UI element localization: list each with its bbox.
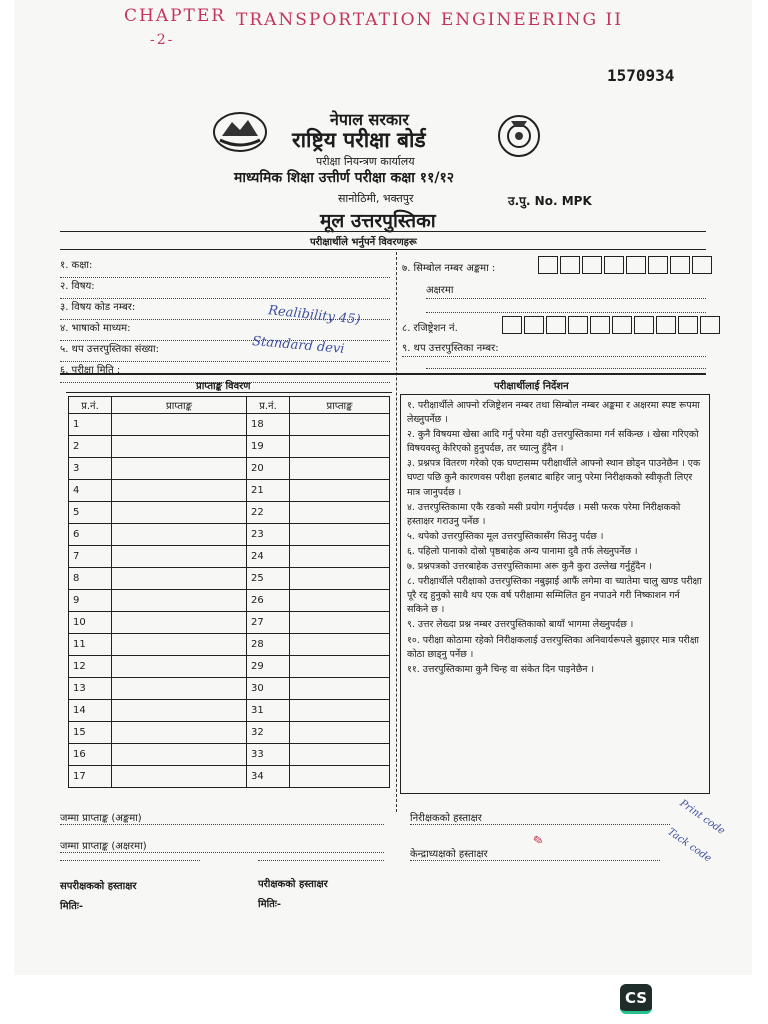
marks-cell[interactable] <box>112 612 247 634</box>
marks-cell[interactable] <box>290 546 390 568</box>
instruction-item: ८. परीक्षार्थीले परीक्षाको उत्तरपुस्तिका नबुझाई आफैं लगेमा वा च्यातेमा चालु खण्ड परीक्षा पूरै रद्द हुनुको साथै थप एक वर्ष परीक्षामा सम्मिलित हुन नपाउने गरी निष्काशन गर्न सकिने छ । <box>407 576 702 616</box>
handwritten-signature-mark: ✎ <box>529 832 546 851</box>
extra-book-number-field-extra[interactable] <box>426 360 706 369</box>
handwritten-chapter: CHAPTER <box>124 6 227 26</box>
marks-cell[interactable] <box>290 458 390 480</box>
question-number: 7 <box>69 546 112 568</box>
marks-cell[interactable] <box>112 722 247 744</box>
date-1: मितिः- <box>60 901 84 912</box>
question-number: 25 <box>247 568 290 590</box>
question-number: 20 <box>247 458 290 480</box>
table-row <box>69 744 390 766</box>
class-field[interactable]: १. कक्षा: <box>60 257 390 278</box>
marks-cell[interactable] <box>112 524 247 546</box>
marks-cell[interactable] <box>112 634 247 656</box>
table-row <box>69 414 390 436</box>
question-number: 19 <box>247 436 290 458</box>
marks-cell[interactable] <box>290 480 390 502</box>
handwritten-margin-note-2: Tack code <box>665 826 714 865</box>
question-number: 4 <box>69 480 112 502</box>
marks-cell[interactable] <box>112 700 247 722</box>
marks-cell[interactable] <box>112 744 247 766</box>
instruction-item: ५. थपेको उत्तरपुस्तिका मूल उत्तरपुस्तिकासँग सिउनु पर्दछ । <box>407 530 604 542</box>
question-number: 27 <box>247 612 290 634</box>
marks-cell[interactable] <box>112 766 247 788</box>
table-row <box>69 634 390 656</box>
question-number: 23 <box>247 524 290 546</box>
question-number: 30 <box>247 678 290 700</box>
marks-cell[interactable] <box>290 656 390 678</box>
question-number: 34 <box>247 766 290 788</box>
marks-cell[interactable] <box>112 546 247 568</box>
exam-date-field[interactable]: ६. परीक्षा मिति : <box>60 362 390 383</box>
marks-title: प्राप्ताङ्क विवरण <box>196 381 251 392</box>
registration-boxes[interactable] <box>502 316 722 338</box>
instruction-item: ४. उत्तरपुस्तिकामा एकै रङको मसी प्रयोग गर्नुपर्दछ । मसी फरक परेमा निरीक्षकको हस्ताक्षर गराउनु पर्नेछ । <box>407 501 681 527</box>
header-government: नेपाल सरकार <box>330 110 409 129</box>
table-row <box>69 722 390 744</box>
col-qno: प्र.नं. <box>69 397 112 414</box>
question-number: 16 <box>69 744 112 766</box>
handwritten-subject: TRANSPORTATION ENGINEERING II <box>236 10 623 30</box>
handwritten-medium-note: Realibility 45) <box>267 303 362 328</box>
section-title: परीक्षार्थीले भर्नुपर्ने विवरणहरू <box>310 237 417 248</box>
scanner-watermark-icon: CS <box>620 984 652 1014</box>
table-row <box>69 590 390 612</box>
symbol-words-field[interactable]: अक्षरमा <box>426 282 706 299</box>
table-row <box>69 524 390 546</box>
examiner-signature: परीक्षकको हस्ताक्षर <box>258 879 328 890</box>
total-marks-digits[interactable]: जम्मा प्राप्ताङ्क (अङ्कमा) <box>60 810 384 825</box>
question-number: 11 <box>69 634 112 656</box>
marks-cell[interactable] <box>112 458 247 480</box>
question-number: 13 <box>69 678 112 700</box>
question-number: 5 <box>69 502 112 524</box>
question-number: 15 <box>69 722 112 744</box>
marks-cell[interactable] <box>290 590 390 612</box>
question-number: 33 <box>247 744 290 766</box>
instruction-item: २. कुनै विषयमा खेस्रा आदि गर्नु परेमा यही उत्तरपुस्तिकामा गर्न सकिन्छ । खेस्रा गरिएको विषयवस्तु केरिएको हुनुपर्दछ, तर च्यात्नु हुँदैन । <box>407 429 699 455</box>
invigilator-signature[interactable]: निरीक्षकको हस्ताक्षर <box>410 810 670 825</box>
marks-cell[interactable] <box>112 480 247 502</box>
extra-book-number-field[interactable]: ९. थप उत्तरपुस्तिका नम्बर: <box>402 340 706 357</box>
instructions-title: परीक्षार्थीलाई निर्देशन <box>494 381 569 392</box>
header-location: सानोठिमी, भक्तपुर <box>338 192 414 205</box>
symbol-words-field-extra[interactable] <box>426 302 706 313</box>
table-row <box>69 568 390 590</box>
co-examiner-signature: सपरीक्षकको हस्ताक्षर <box>60 881 137 892</box>
marks-cell[interactable] <box>290 502 390 524</box>
marks-cell[interactable] <box>290 766 390 788</box>
marks-cell[interactable] <box>112 678 247 700</box>
question-number: 22 <box>247 502 290 524</box>
table-row <box>69 612 390 634</box>
marks-cell[interactable] <box>290 524 390 546</box>
table-row <box>69 700 390 722</box>
question-number: 26 <box>247 590 290 612</box>
government-emblem-icon <box>496 113 542 159</box>
question-number: 17 <box>69 766 112 788</box>
marks-cell[interactable] <box>290 634 390 656</box>
instructions-box <box>400 394 710 794</box>
instruction-item: ९. उत्तर लेख्दा प्रश्न नम्बर उत्तरपुस्तिकाको बायाँ भागमा लेख्नुपर्दछ । <box>407 619 634 631</box>
medium-field[interactable]: ४. भाषाको माध्यम: <box>60 320 390 341</box>
question-number: 3 <box>69 458 112 480</box>
instruction-item: १०. परीक्षा कोठामा रहेको निरीक्षकलाई उत्तरपुस्तिका अनिवार्यरूपले बुझाएर मात्र परीक्षा कोठा छाड्नु पर्नेछ । <box>407 634 699 660</box>
question-number: 6 <box>69 524 112 546</box>
marks-cell[interactable] <box>290 700 390 722</box>
question-number: 24 <box>247 546 290 568</box>
table-row <box>69 656 390 678</box>
question-number: 29 <box>247 656 290 678</box>
subject-field[interactable]: २. विषय: <box>60 278 390 299</box>
instruction-item: ११. उत्तरपुस्तिकामा कुनै चिन्ह वा संकेत दिन पाइनेछैन । <box>407 663 595 675</box>
extra-books-field[interactable]: ५. थप उत्तरपुस्तिका संख्या: <box>60 341 390 362</box>
marks-cell[interactable] <box>290 568 390 590</box>
header-board: राष्ट्रिय परीक्षा बोर्ड <box>292 128 426 152</box>
date-2: मितिः- <box>258 899 282 910</box>
question-number: 21 <box>247 480 290 502</box>
handwritten-book-note: Standard devi <box>251 333 345 358</box>
question-number: 2 <box>69 436 112 458</box>
marks-cell[interactable] <box>290 436 390 458</box>
table-row <box>69 766 390 788</box>
marks-cell[interactable] <box>290 414 390 436</box>
marks-cell[interactable] <box>290 722 390 744</box>
marks-cell[interactable] <box>112 414 247 436</box>
col-marks: प्राप्ताङ्क <box>112 397 247 414</box>
serial-number: 1570934 <box>607 66 675 85</box>
header-code: उ.पु. No. MPK <box>508 194 592 208</box>
marks-cell[interactable] <box>112 656 247 678</box>
marks-cell[interactable] <box>290 678 390 700</box>
marks-cell[interactable] <box>112 436 247 458</box>
marks-cell[interactable] <box>290 744 390 766</box>
question-number: 31 <box>247 700 290 722</box>
question-number: 14 <box>69 700 112 722</box>
symbol-number-boxes[interactable] <box>538 256 714 278</box>
marks-cell[interactable] <box>112 502 247 524</box>
table-row <box>69 546 390 568</box>
col-qno-2: प्र.नं. <box>247 397 290 414</box>
question-number: 12 <box>69 656 112 678</box>
table-row <box>69 436 390 458</box>
instruction-item: ३. प्रश्नपत्र वितरण गरेको एक घण्टासम्म परीक्षार्थीले आफ्नो स्थान छोड्न पाउनेछैन । एक घण्टा पछि कुनै कारणवस परीक्षा हलबाट बाहिर जानु परेमा निरीक्षकको स्वीकृती लिएर मात्र जानुपर्दछ । <box>407 458 701 498</box>
total-marks-words[interactable]: जम्मा प्राप्ताङ्क (अक्षरमा) <box>60 838 384 853</box>
col-marks-2: प्राप्ताङ्क <box>290 397 390 414</box>
header-exam: माध्यमिक शिक्षा उत्तीर्ण परीक्षा कक्षा ११/१२ <box>234 170 455 186</box>
marks-cell[interactable] <box>290 612 390 634</box>
registration-label: ८. रजिष्ट्रेशन नं. <box>402 323 458 334</box>
sheet-title: मूल उत्तरपुस्तिका <box>320 210 436 232</box>
instruction-item: १. परीक्षार्थीले आफ्नो रजिष्ट्रेशन नम्बर तथा सिम्बोल नम्बर अङ्कमा र अक्षरमा स्पष्ट रूपमा लेख्नुपर्नेछ । <box>407 400 700 426</box>
question-number: 32 <box>247 722 290 744</box>
table-row <box>69 678 390 700</box>
header-office: परीक्षा नियन्त्रण कार्यालय <box>316 155 415 168</box>
question-number: 18 <box>247 414 290 436</box>
subject-code-field[interactable]: ३. विषय कोड नम्बर: <box>60 299 390 320</box>
table-row <box>69 480 390 502</box>
handwritten-margin-note-1: Print code <box>677 797 727 838</box>
instruction-item: ६. पहिलो पानाको दोस्रो पृष्ठबाहेक अन्य पानामा दुवै तर्फ लेख्नुपर्नेछ । <box>407 545 638 557</box>
question-number: 10 <box>69 612 112 634</box>
table-row <box>69 458 390 480</box>
board-logo-icon <box>212 110 268 154</box>
table-row <box>69 502 390 524</box>
marks-cell[interactable] <box>112 568 247 590</box>
question-number: 8 <box>69 568 112 590</box>
marks-cell[interactable] <box>112 590 247 612</box>
symbol-number-label: ७. सिम्बोल नम्बर अङ्कमा : <box>402 263 496 274</box>
handwritten-chapter-number: -2- <box>150 32 175 48</box>
question-number: 28 <box>247 634 290 656</box>
question-number: 9 <box>69 590 112 612</box>
instruction-item: ७. प्रश्नपत्रको उत्तरबाहेक उत्तरपुस्तिकामा अरू कुनै कुरा उल्लेख गर्नुहुँदैन । <box>407 561 652 573</box>
marks-table <box>68 396 390 788</box>
center-chief-signature[interactable]: केन्द्राध्यक्षको हस्ताक्षर <box>410 846 660 861</box>
question-number: 1 <box>69 414 112 436</box>
